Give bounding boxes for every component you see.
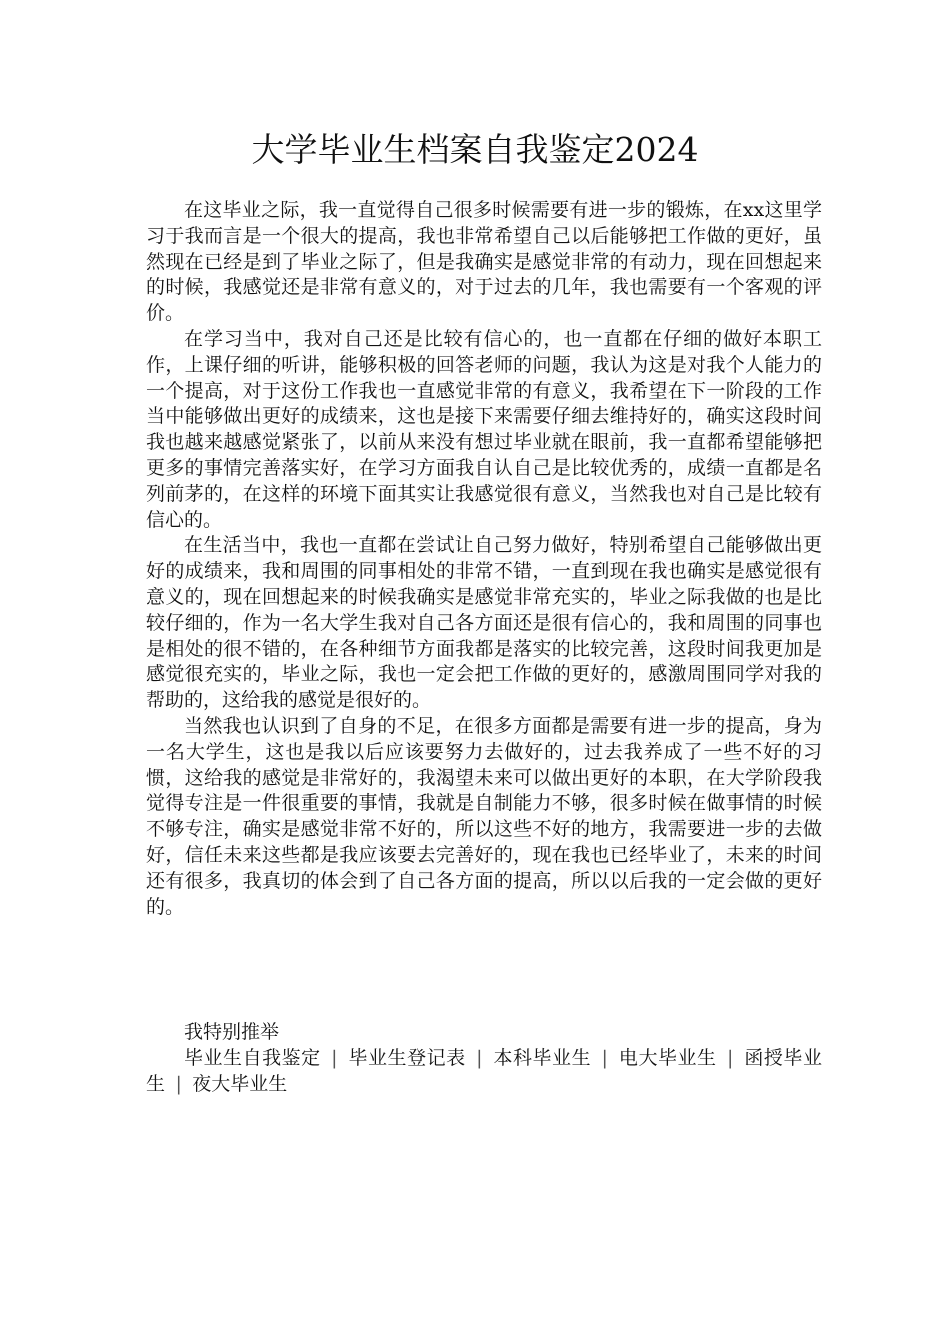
recommend-heading: 我特别推举 [184, 1021, 280, 1043]
recommend-links [146, 1046, 822, 1098]
link-separator: | [175, 1072, 182, 1095]
link-separator: | [331, 1046, 338, 1069]
recommend-link-correspondence-graduate[interactable]: 函授毕业生 [146, 1046, 822, 1095]
body-paragraph: 在学习当中，我对自己还是比较有信心的，也一直都在仔细的做好本职工作，上课仔细的听讲，能够积极的回答老师的问题，我认为这是对我个人能力的一个提高，对于这份工作我也一直感觉非常的有意义，我希望在下一阶段的工作当中能够做出更好的成绩来，这也是接下来需要仔细去维持好的，确实这段时间我也越来越感觉紧张了，以前从来没有想过毕业就在眼前，我一直都希望能够把更多的事情完善落实好，在学习方面我自认自己是比较优秀的，成绩一直都是名列前茅的，在这样的环境下面其实让我感觉很有意义，当然我也对自己是比较有信心的。 [146, 327, 822, 531]
link-separator: | [727, 1046, 734, 1069]
body-paragraph: 在这毕业之际，我一直觉得自己很多时候需要有进一步的锻炼，在xx这里学习于我而言是一个很大的提高，我也非常希望自己以后能够把工作做的更好，虽然现在已经是到了毕业之际了，但是我确实是感觉非常的有动力，现在回想起来的时候，我感觉还是非常有意义的，对于过去的几年，我也需要有一个客观的评价。 [146, 199, 822, 325]
recommend-link-night-school-graduate[interactable]: 夜大毕业生 [192, 1072, 288, 1095]
document-title: 大学毕业生档案自我鉴定2024 [251, 130, 699, 169]
document-body [146, 198, 822, 920]
recommend-link-undergraduate[interactable]: 本科毕业生 [492, 1046, 592, 1069]
recommend-link-tvu-graduate[interactable]: 电大毕业生 [618, 1046, 717, 1069]
link-separator: | [601, 1046, 608, 1069]
recommend-section [146, 1020, 822, 1097]
link-separator: | [476, 1046, 483, 1069]
recommend-link-registration-form[interactable]: 毕业生登记表 [347, 1046, 466, 1069]
body-paragraph: 在生活当中，我也一直都在尝试让自己努力做好，特别希望自己能够做出更好的成绩来，我和周围的同事相处的非常不错，一直到现在我也确实是感觉很有意义的，现在回想起来的时候我确实是感觉非常充实的，毕业之际我做的也是比较仔细的，作为一名大学生我对自己各方面还是很有信心的，我和周围的同事也是相处的很不错的，在各种细节方面我都是落实的比较完善，这段时间我更加是感觉很充实的，毕业之际，我也一定会把工作做的更好的，感激周围同学对我的帮助的，这给我的感觉是很好的。 [146, 534, 822, 712]
recommend-link-self-appraisal[interactable]: 毕业生自我鉴定 [184, 1046, 321, 1069]
body-paragraph: 当然我也认识到了自身的不足，在很多方面都是需要有进一步的提高，身为一名大学生，这也是我以后应该要努力去做好的，过去我养成了一些不好的习惯，这给我的感觉是非常好的，我渴望未来可以做出更好的本职，在大学阶段我觉得专注是一件很重要的事情，我就是自制能力不够，很多时候在做事情的时候不够专注，确实是感觉非常不好的，所以这些不好的地方，我需要进一步的去做好，信任未来这些都是我应该要去完善好的，现在我也已经毕业了，未来的时间还有很多，我真切的体会到了自己各方面的提高，所以以后我的一定会做的更好的。 [146, 714, 822, 918]
